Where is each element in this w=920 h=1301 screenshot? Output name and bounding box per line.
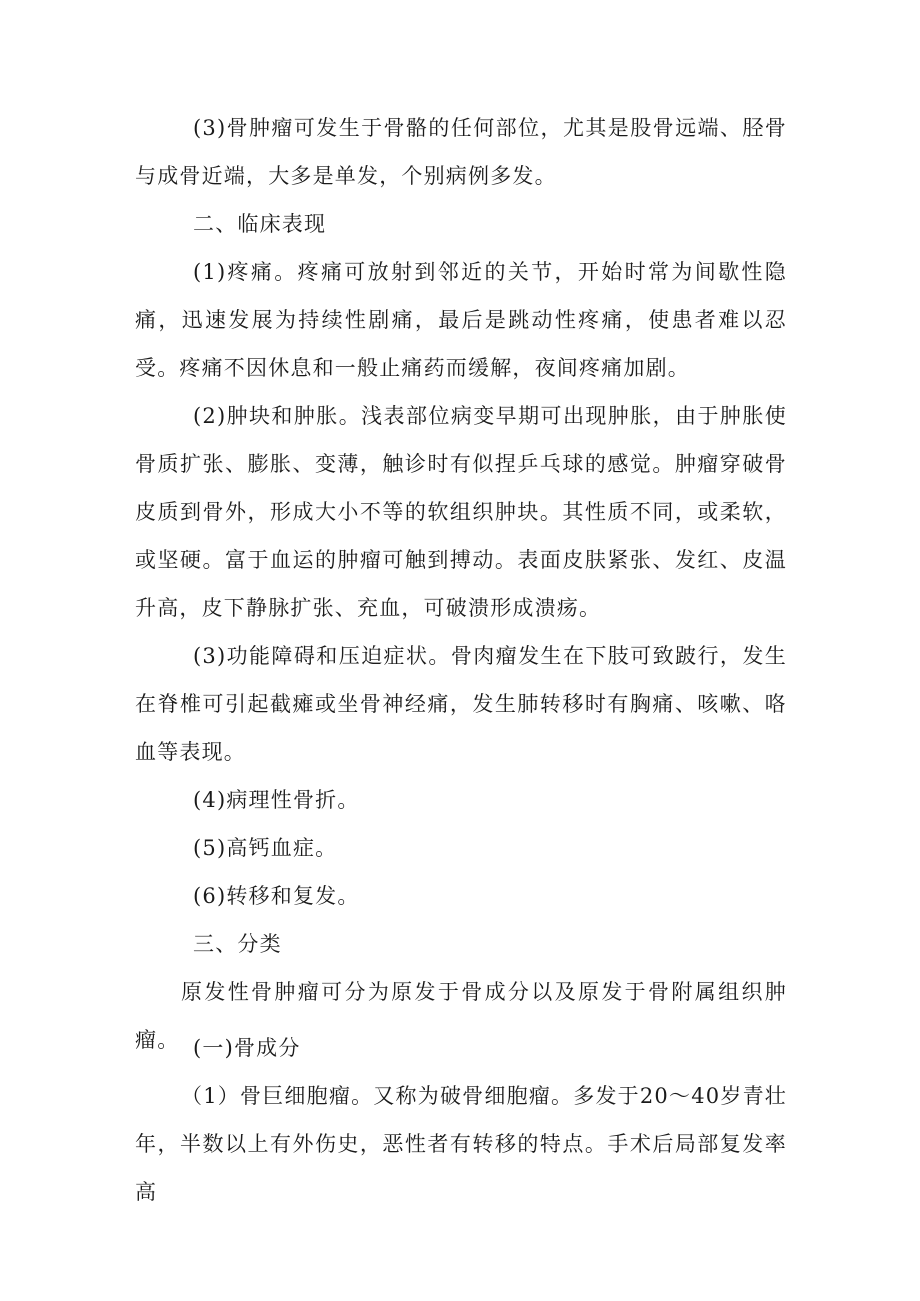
heading-classification: 三、分类 <box>193 932 282 956</box>
paragraph-pathologic-fracture: (4)病理性骨折。 <box>193 788 360 812</box>
paragraph-dysfunction: (3)功能障碍和压迫症状。骨肉瘤发生在下肢可致跛行，发生在脊椎可引起截瘫或坐骨神经痛，发生肺转移时有胸痛、咳嗽、咯血等表现。 <box>135 644 787 764</box>
paragraph-metastasis: (6)转移和复发。 <box>193 884 360 908</box>
heading-bone-components: (一)骨成分 <box>193 1036 301 1060</box>
paragraph-giant-cell-tumor: （1）骨巨细胞瘤。又称为破骨细胞瘤。多发于20～40岁青壮年，半数以上有外伤史，恶性者有转移的特点。手术后局部复发率高 <box>135 1084 787 1204</box>
heading-clinical-manifestations: 二、临床表现 <box>193 212 327 236</box>
paragraph-mass-swelling: (2)肿块和肿胀。浅表部位病变早期可出现肿胀，由于肿胀使骨质扩张、膨胀、变薄，触诊时有似捏乒乓球的感觉。肿瘤穿破骨皮质到骨外，形成大小不等的软组织肿块。其性质不同，或柔软，或坚硬。富于血运的肿瘤可触到搏动。表面皮肤紧张、发红、皮温升高，皮下静脉扩张、充血，可破溃形成溃疡。 <box>135 404 787 620</box>
paragraph-classification-intro: 原发性骨肿瘤可分为原发于骨成分以及原发于骨附属组织肿瘤。 <box>135 980 787 1052</box>
paragraph-hypercalcemia: (5)高钙血症。 <box>193 836 338 860</box>
paragraph-pain: (1)疼痛。疼痛可放射到邻近的关节，开始时常为间歇性隐痛，迅速发展为持续性剧痛，最后是跳动性疼痛，使患者难以忍受。疼痛不因休息和一般止痛药而缓解，夜间疼痛加剧。 <box>135 260 787 380</box>
paragraph-tumor-location: (3)骨肿瘤可发生于骨骼的任何部位，尤其是股骨远端、胫骨与成骨近端，大多是单发，个别病例多发。 <box>135 116 787 188</box>
